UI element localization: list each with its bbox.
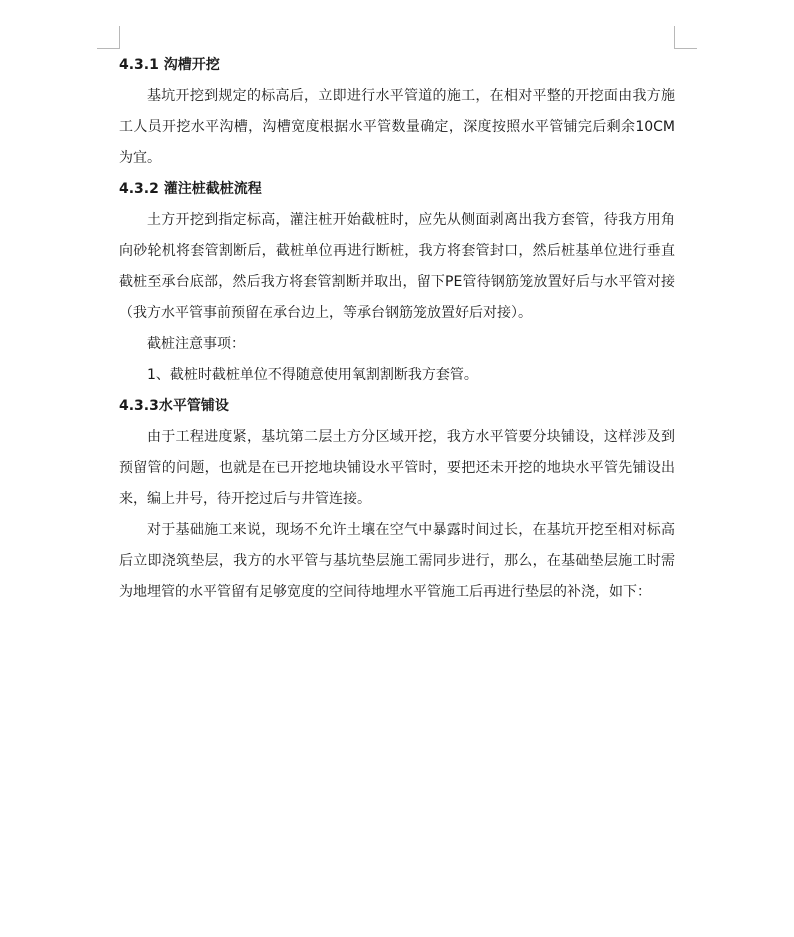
crop-mark-top-right	[674, 26, 697, 49]
paragraph-horizontal-pipe-laying: 由于工程进度紧，基坑第二层土方分区域开挖，我方水平管要分块铺设，这样涉及到预留管的问题，也就是在已开挖地块铺设水平管时，要把还未开挖的地块水平管先铺设出来，编上井号，待开挖过后与井管连接。	[119, 429, 675, 507]
document-body[interactable]	[119, 50, 675, 608]
section-heading-4-3-3: 4.3.3水平管铺设	[119, 398, 229, 414]
paragraph-pile-cutting-note-1: 1、截桩时截桩单位不得随意使用氧割割断我方套管。	[147, 367, 478, 383]
paragraph-pile-cutting-process: 土方开挖到指定标高，灌注桩开始截桩时，应先从侧面剥离出我方套管，待我方用角向砂轮机将套管割断后，截桩单位再进行断桩，我方将套管封口，然后桩基单位进行垂直截桩至承台底部，然后我方将套管割断并取出，留下PE管待钢筋笼放置好后与水平管对接（我方水平管事前预留在承台边上，等承台钢筋笼放置好后对接）。	[119, 212, 675, 321]
section-heading-4-3-2: 4.3.2 灌注桩截桩流程	[119, 181, 262, 197]
section-heading-4-3-1: 4.3.1 沟槽开挖	[119, 57, 220, 73]
paragraph-trench-excavation: 基坑开挖到规定的标高后，立即进行水平管道的施工，在相对平整的开挖面由我方施工人员开挖水平沟槽，沟槽宽度根据水平管数量确定，深度按照水平管铺完后剩余10CM为宜。	[119, 88, 675, 166]
crop-mark-top-left	[97, 26, 120, 49]
paragraph-foundation-construction: 对于基础施工来说，现场不允许土壤在空气中暴露时间过长，在基坑开挖至相对标高后立即浇筑垫层，我方的水平管与基坑垫层施工需同步进行，那么，在基础垫层施工时需为地埋管的水平管留有足够宽度的空间待地埋水平管施工后再进行垫层的补浇，如下：	[119, 522, 675, 600]
paragraph-pile-cutting-notes-title: 截桩注意事项：	[147, 336, 245, 352]
